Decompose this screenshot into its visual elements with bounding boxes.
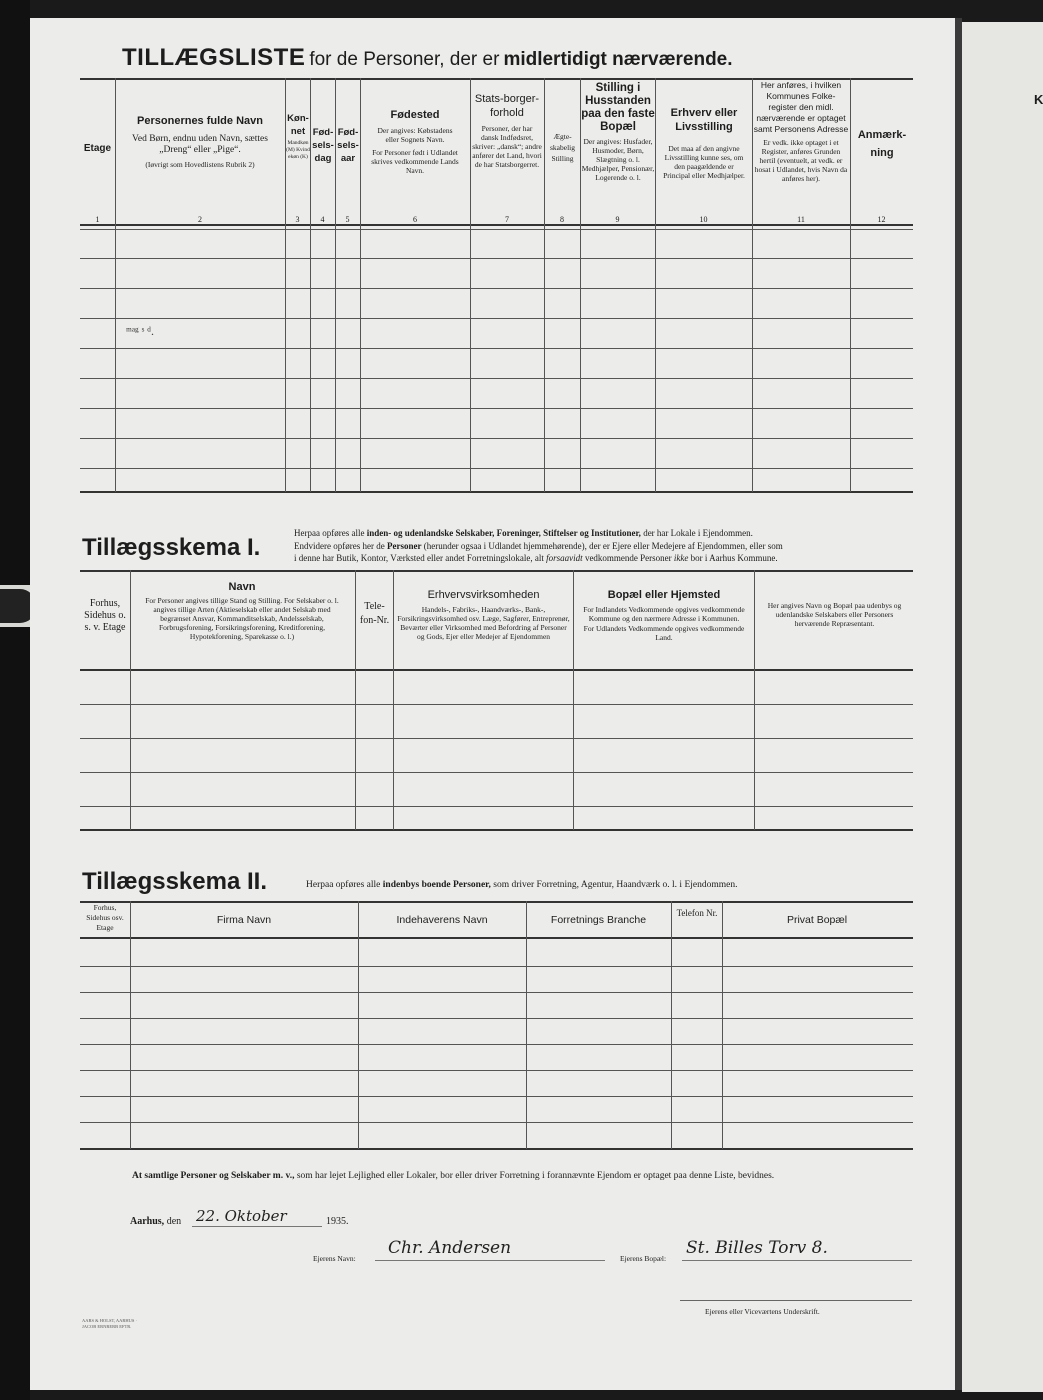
skema1-intro-l1a: Herpaa opføres alle <box>294 528 365 538</box>
owner-label: Ejerens Navn: <box>313 1254 356 1263</box>
col-number: 12 <box>877 215 886 224</box>
col-navn-note2: (Iøvrigt som Hovedlistens Rubrik 2) <box>145 160 255 169</box>
skema1-col-bopael-note2: For Udlandets Vedkommende opgives vedkommende Land. <box>583 624 745 642</box>
col-divider <box>655 78 656 492</box>
row-line <box>80 992 913 993</box>
skema1-intro-l3d: ikke <box>673 553 689 563</box>
main-title <box>122 44 733 72</box>
col-number: 1 <box>95 215 100 224</box>
den-label: den <box>166 1216 182 1227</box>
left-background <box>0 0 30 1400</box>
col-number: 8 <box>560 215 564 224</box>
skema1-intro-l2a: Endvidere opføres her de <box>294 540 385 551</box>
skema1-intro-l3b: forsaavidt <box>546 553 583 563</box>
table3-top-border <box>80 901 913 903</box>
col-fodested-label: Fødested <box>390 109 440 121</box>
col-stilling-note: Der angives: Husfader, Husmoder, Børn, Slægtning o. l. Medhjælper, Pensionær, Logerende o. l. <box>581 137 655 182</box>
row-line <box>80 438 913 439</box>
skema1-col-navn-note: For Personer angives tillige Stand og Stilling. For Selskaber o. l. angives tillige Arten (Aktieselskab eller andet Selskab med begrænset Ansvar, Kommanditselskab, Andelsselskab, Forbrugsforening, Forsikringsforening, Kreditforening, Hypotekforening, Sparekasse o. l.) <box>145 596 339 641</box>
skema1-col-telefon: Tele-fon-Nr. <box>359 601 390 626</box>
skema2-col-etage: Forhus, Sidehus osv. Etage <box>86 903 124 932</box>
col-divider <box>850 78 851 492</box>
col-navn-header <box>118 114 282 169</box>
address-handwritten: St. Billes Torv 8. <box>686 1238 828 1258</box>
col-erhverv-header <box>657 106 751 180</box>
date-handwritten: 22. Oktober <box>196 1207 287 1225</box>
col-fodested-header <box>362 108 468 175</box>
col-number: 9 <box>615 215 620 224</box>
printer-mark: AARS & HOLST, AARHUS · JACOB ERNRERB EFTR. <box>82 1318 138 1329</box>
signature-label: Ejerens eller Viceværtens Underskrift. <box>705 1307 820 1316</box>
col-folkeregister-header <box>753 80 849 183</box>
skema1-intro-l3a: i denne har Butik, Kontor, Værksted eller andet Forretningslokale, alt <box>294 553 544 563</box>
col-number: 7 <box>505 215 509 224</box>
col-divider <box>130 570 131 830</box>
year-label: 1935. <box>326 1216 349 1227</box>
city-label: Aarhus, <box>130 1216 165 1227</box>
title-word: TILLÆGSLISTE <box>122 44 306 71</box>
col-kon-label: Køn-net <box>287 113 309 137</box>
row-line <box>80 348 913 349</box>
row-line <box>80 806 913 807</box>
col-divider <box>130 901 131 1149</box>
row-line <box>80 408 913 409</box>
skema1-col-bopael-note1: For Indlandets Vedkommende opgives vedkommende Kommune og den nærmere Adresse i Kommunen. <box>583 605 745 623</box>
row-line <box>80 966 913 967</box>
table1-bottom-border <box>80 491 913 493</box>
col-divider <box>470 78 471 492</box>
col-number: 11 <box>797 215 805 224</box>
next-page-letter: K <box>1034 92 1043 107</box>
col-divider <box>671 901 672 1149</box>
col-kon-note: Mandkøn (M) Kvindekøn (K) <box>286 140 310 160</box>
skema1-intro-l2c: (herunder ogsaa i Udlandet hjemmehørende), der er Ejere eller Medejere af Ejendommen, eller som <box>423 540 783 551</box>
col-erhverv-note: Det maa af den angivne Livsstilling kunne ses, om den paagældende er Principal eller Medhjælper. <box>663 144 745 180</box>
skema1-col-repr: Her angives Navn og Bopæl paa udenbys og udenlandske Selskabers eller Personers herværende Repræsentant. <box>767 601 902 628</box>
skema1-col-erhverv-label: Erhvervsvirksomheden <box>427 589 540 601</box>
signature-line <box>680 1300 912 1301</box>
title-mid: for de Personer, der er <box>309 49 500 70</box>
faint-scribble: ᵐᵃᵍ ˢ ᵈ. <box>126 324 155 338</box>
col-number: 4 <box>320 215 325 224</box>
skema1-col-etage: Forhus, Sidehus o. s. v. Etage <box>84 598 126 633</box>
row-line <box>80 704 913 705</box>
date-line <box>130 1216 181 1227</box>
skema1-col-erhverv <box>396 588 571 641</box>
col-number: 10 <box>699 215 708 224</box>
col-divider <box>360 78 361 492</box>
col-stilling-label: Stilling i Husstanden paa den faste Bopæl <box>581 82 655 133</box>
address-underline <box>682 1260 912 1261</box>
col-divider <box>393 570 394 830</box>
row-line <box>80 1122 913 1123</box>
skema1-intro-l3e: bor i Aarhus Kommune. <box>690 553 778 563</box>
table2-header-border <box>80 669 913 671</box>
col-anmaerkning-header: Anmærk-ning <box>857 129 907 159</box>
row-line <box>80 288 913 289</box>
row-line <box>80 468 913 469</box>
row-line <box>80 772 913 773</box>
row-line <box>80 318 913 319</box>
skema2-col-firma: Firma Navn <box>216 914 272 926</box>
col-folkeregister-note: Er vedk. ikke optaget i et Register, anføres Grunden hertil (eventuelt, at vedk. er hosat i Udlandet, hvis Navn da anføres her). <box>754 138 848 183</box>
col-fodested-note2: For Personer født i Udlandet skrives vedkommende Lands Navn. <box>371 148 459 175</box>
col-number: 6 <box>413 215 417 224</box>
col-divider <box>573 570 574 830</box>
declaration-bold: At samtlige Personer og Selskaber m. v., <box>132 1171 295 1181</box>
table3-header-border <box>80 937 913 939</box>
skema2-intro-a: Herpaa opføres alle <box>306 880 381 890</box>
table3-bottom-border <box>80 1148 913 1150</box>
col-divider <box>722 901 723 1149</box>
skema1-title: Tillægsskema I. <box>82 534 261 561</box>
row-line <box>80 738 913 739</box>
table1-header-border <box>80 224 913 226</box>
row-line <box>80 258 913 259</box>
skema1-col-erhverv-note: Handels-, Fabriks-, Haandværks-, Bank-, Forsikringsvirksomhed osv. Læge, Sagfører, Entreprenør, Beværter eller Virksomhed med Befordring af Personer og Gods, Ejer eller Medejer af Ejendommen <box>397 605 570 641</box>
table2-bottom-border <box>80 829 913 831</box>
row-line <box>80 378 913 379</box>
title-end: midlertidigt nærværende. <box>503 49 733 70</box>
declaration <box>132 1171 774 1181</box>
declaration-rest: som har lejet Lejlighed eller Lokaler, bor eller driver Forretning i forannævnte Ejendom er optaget paa denne Liste, bevidnes. <box>296 1171 775 1181</box>
owner-handwritten: Chr. Andersen <box>388 1238 512 1258</box>
skema2-col-branche: Forretnings Branche <box>550 914 647 926</box>
skema1-intro-l2b: Personer <box>386 540 422 551</box>
row-line <box>80 1070 913 1071</box>
col-fodselsdag-header: Fød-sels-dag <box>312 127 334 164</box>
col-number: 2 <box>198 215 202 224</box>
form-page <box>30 18 955 1390</box>
skema1-intro-l3c: vedkommende Personer <box>584 553 672 563</box>
table1-header-border2 <box>80 229 913 230</box>
col-number: 5 <box>345 215 350 224</box>
col-statsborger-note: Personer, der har dansk Indfødsret, skriver: „dansk“; andre anfører det Land, hvori de har Statsborgerret. <box>472 124 542 169</box>
skema2-intro-c: som driver Forretning, Agentur, Haandværk o. l. i Ejendommen. <box>493 880 738 890</box>
col-stilling-header <box>581 82 655 182</box>
skema1-col-navn-label: Navn <box>228 581 256 593</box>
col-fodested-note1: Der angives: Købstadens eller Sognets Navn. <box>377 126 453 144</box>
row-line <box>80 1096 913 1097</box>
binding-spine <box>955 18 962 1390</box>
skema1-intro-l1b: inden- og udenlandske Selskaber, Foreninger, Stiftelser og Institutioner, <box>366 528 641 538</box>
skema1-col-bopael-label: Bopæl eller Hjemsted <box>607 589 721 601</box>
col-fodselsaar-header: Fød-sels-aar <box>337 127 359 164</box>
skema2-col-indehaver: Indehaverens Navn <box>396 914 488 926</box>
col-aegteskab-header: Ægte-skabelig Stilling <box>550 132 575 163</box>
table2-top-border <box>80 570 913 572</box>
skema2-intro <box>306 880 737 890</box>
date-underline <box>192 1226 322 1227</box>
col-folkeregister-label: Her anføres, i hvilken Kommunes Folke-register den midl. nærværende er optaget samt Personens Adresse <box>753 80 849 134</box>
skema2-title: Tillægsskema II. <box>82 868 267 895</box>
skema2-col-telefon: Telefon Nr. <box>676 908 718 918</box>
col-navn-note: Ved Børn, endnu uden Navn, sættes „Dreng“ eller „Pige“. <box>132 134 268 155</box>
skema1-intro <box>294 527 914 565</box>
col-number: 3 <box>295 215 300 224</box>
col-divider <box>115 78 116 492</box>
col-statsborger-header <box>472 92 542 169</box>
col-divider <box>754 570 755 830</box>
owner-underline <box>375 1260 605 1261</box>
skema1-intro-l1c: der har Lokale i Ejendommen. <box>643 528 753 538</box>
col-divider <box>526 901 527 1149</box>
col-etage-header: Etage <box>83 143 112 154</box>
next-page-edge <box>962 22 1043 1392</box>
col-navn-label: Personernes fulde Navn <box>137 115 263 127</box>
skema1-col-bopael <box>578 588 750 642</box>
col-erhverv-label: Erhverv eller Livsstilling <box>670 107 738 133</box>
address-label: Ejerens Bopæl: <box>620 1254 667 1263</box>
skema2-col-bopael: Privat Bopæl <box>786 914 848 926</box>
col-divider <box>358 901 359 1149</box>
col-statsborger-label: Stats-borger-forhold <box>474 93 540 119</box>
skema1-col-navn <box>142 580 342 641</box>
skema2-intro-b: indenbys boende Personer, <box>382 880 491 890</box>
row-line <box>80 1018 913 1019</box>
col-kon-header <box>286 112 310 161</box>
row-line <box>80 1044 913 1045</box>
